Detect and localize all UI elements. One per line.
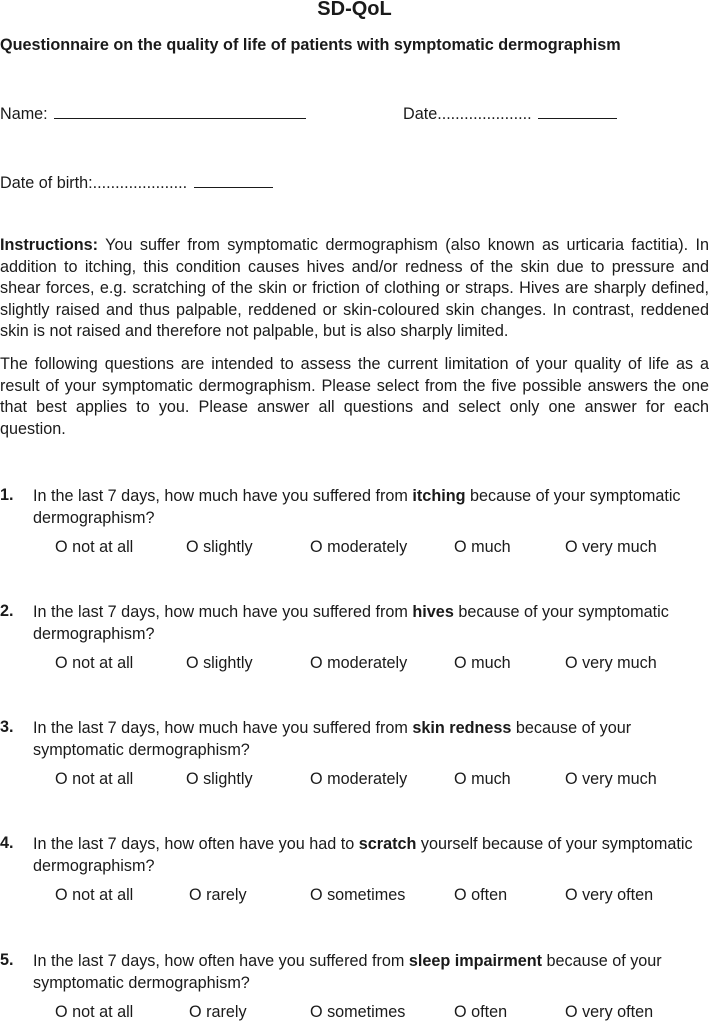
answer-option[interactable]: O sometimes xyxy=(310,886,406,904)
answer-option[interactable]: O slightly xyxy=(186,654,253,672)
question-text-pre: In the last 7 days, how much have you suffered from xyxy=(33,487,413,505)
answer-option[interactable]: O moderately xyxy=(310,770,408,788)
question-text xyxy=(33,951,709,994)
question-text xyxy=(33,486,709,529)
answer-option[interactable]: O not at all xyxy=(55,654,134,672)
answer-option[interactable]: O rarely xyxy=(189,1003,247,1021)
question-text-post: because of your symptomatic dermographism? xyxy=(33,603,669,643)
question-text xyxy=(33,718,709,761)
answer-option[interactable]: O much xyxy=(454,770,511,788)
question-keyword: itching xyxy=(412,487,466,505)
answer-option[interactable]: O very often xyxy=(565,886,654,904)
question-number: 4. xyxy=(0,834,14,852)
question-text-pre: In the last 7 days, how much have you suffered from xyxy=(33,719,413,737)
question-text-pre: In the last 7 days, how often have you had to xyxy=(33,835,359,853)
question-text xyxy=(33,602,709,645)
instructions-paragraph xyxy=(0,235,709,343)
name-label: Name: xyxy=(0,105,48,123)
question-text-post: because of your symptomatic dermographism? xyxy=(33,952,662,992)
answer-option[interactable]: O very much xyxy=(565,654,657,672)
answer-option[interactable]: O much xyxy=(454,654,511,672)
answer-option[interactable]: O often xyxy=(454,1003,508,1021)
question-number: 3. xyxy=(0,718,14,736)
answer-option[interactable]: O slightly xyxy=(186,538,253,556)
instructions-text: You suffer from symptomatic dermographism (also known as urticaria factitia). In addition to itching, this condition causes hives and/or redness of the skin due to pressure and shear forces, e.g. scratching of the skin or friction of clothing or straps. Hives are sharply defined, slightly raised and thus palpable, reddened or skin-coloured skin changes. In contrast, reddened skin is not raised and therefore not palpable, but is also sharply limited. xyxy=(0,236,709,340)
question-number: 5. xyxy=(0,951,14,969)
question-keyword: sleep impairment xyxy=(408,952,542,970)
dob-label: Date of birth:..................... xyxy=(0,174,188,192)
subtitle: Questionnaire on the quality of life of patients with symptomatic dermographism xyxy=(0,36,621,54)
question-number: 2. xyxy=(0,602,14,620)
instructions-label: Instructions: xyxy=(0,236,99,254)
answer-option[interactable]: O very often xyxy=(565,1003,654,1021)
question-text-pre: In the last 7 days, how much have you suffered from xyxy=(33,603,413,621)
answer-option[interactable]: O often xyxy=(454,886,508,904)
answer-option[interactable]: O not at all xyxy=(55,770,134,788)
dob-field xyxy=(0,172,273,193)
question-text-pre: In the last 7 days, how often have you suffered from xyxy=(33,952,409,970)
name-input-line[interactable] xyxy=(54,103,306,119)
answer-option[interactable]: O very much xyxy=(565,538,657,556)
question-text-post: because of your symptomatic dermographism? xyxy=(33,719,632,759)
answer-option[interactable]: O moderately xyxy=(310,654,408,672)
answer-option[interactable]: O rarely xyxy=(189,886,247,904)
answer-option[interactable]: O not at all xyxy=(55,886,134,904)
answer-option[interactable]: O very much xyxy=(565,770,657,788)
name-field xyxy=(0,103,306,124)
page-title: SD-QoL xyxy=(317,0,392,20)
question-number: 1. xyxy=(0,486,14,504)
answer-option[interactable]: O moderately xyxy=(310,538,408,556)
answer-option[interactable]: O slightly xyxy=(186,770,253,788)
date-input-line[interactable] xyxy=(538,103,617,119)
instructions-paragraph-2: The following questions are intended to assess the current limitation of your quality of life as a result of your symptomatic dermographism. Please select from the five possible answers the one that best applies to you. Please answer all questions and select only one answer for each question. xyxy=(0,355,709,438)
question-text-post: because of your symptomatic dermographism? xyxy=(33,487,681,527)
answer-option[interactable]: O sometimes xyxy=(310,1003,406,1021)
question-keyword: skin redness xyxy=(412,719,512,737)
answer-option[interactable]: O much xyxy=(454,538,511,556)
question-text xyxy=(33,834,709,877)
question-keyword: scratch xyxy=(358,835,417,853)
answer-option[interactable]: O not at all xyxy=(55,538,134,556)
date-field xyxy=(403,103,617,124)
question-text-post: yourself because of your symptomatic dermographism? xyxy=(33,835,693,875)
date-label: Date..................... xyxy=(403,105,532,123)
dob-input-line[interactable] xyxy=(194,172,273,188)
answer-option[interactable]: O not at all xyxy=(55,1003,134,1021)
question-keyword: hives xyxy=(412,603,454,621)
